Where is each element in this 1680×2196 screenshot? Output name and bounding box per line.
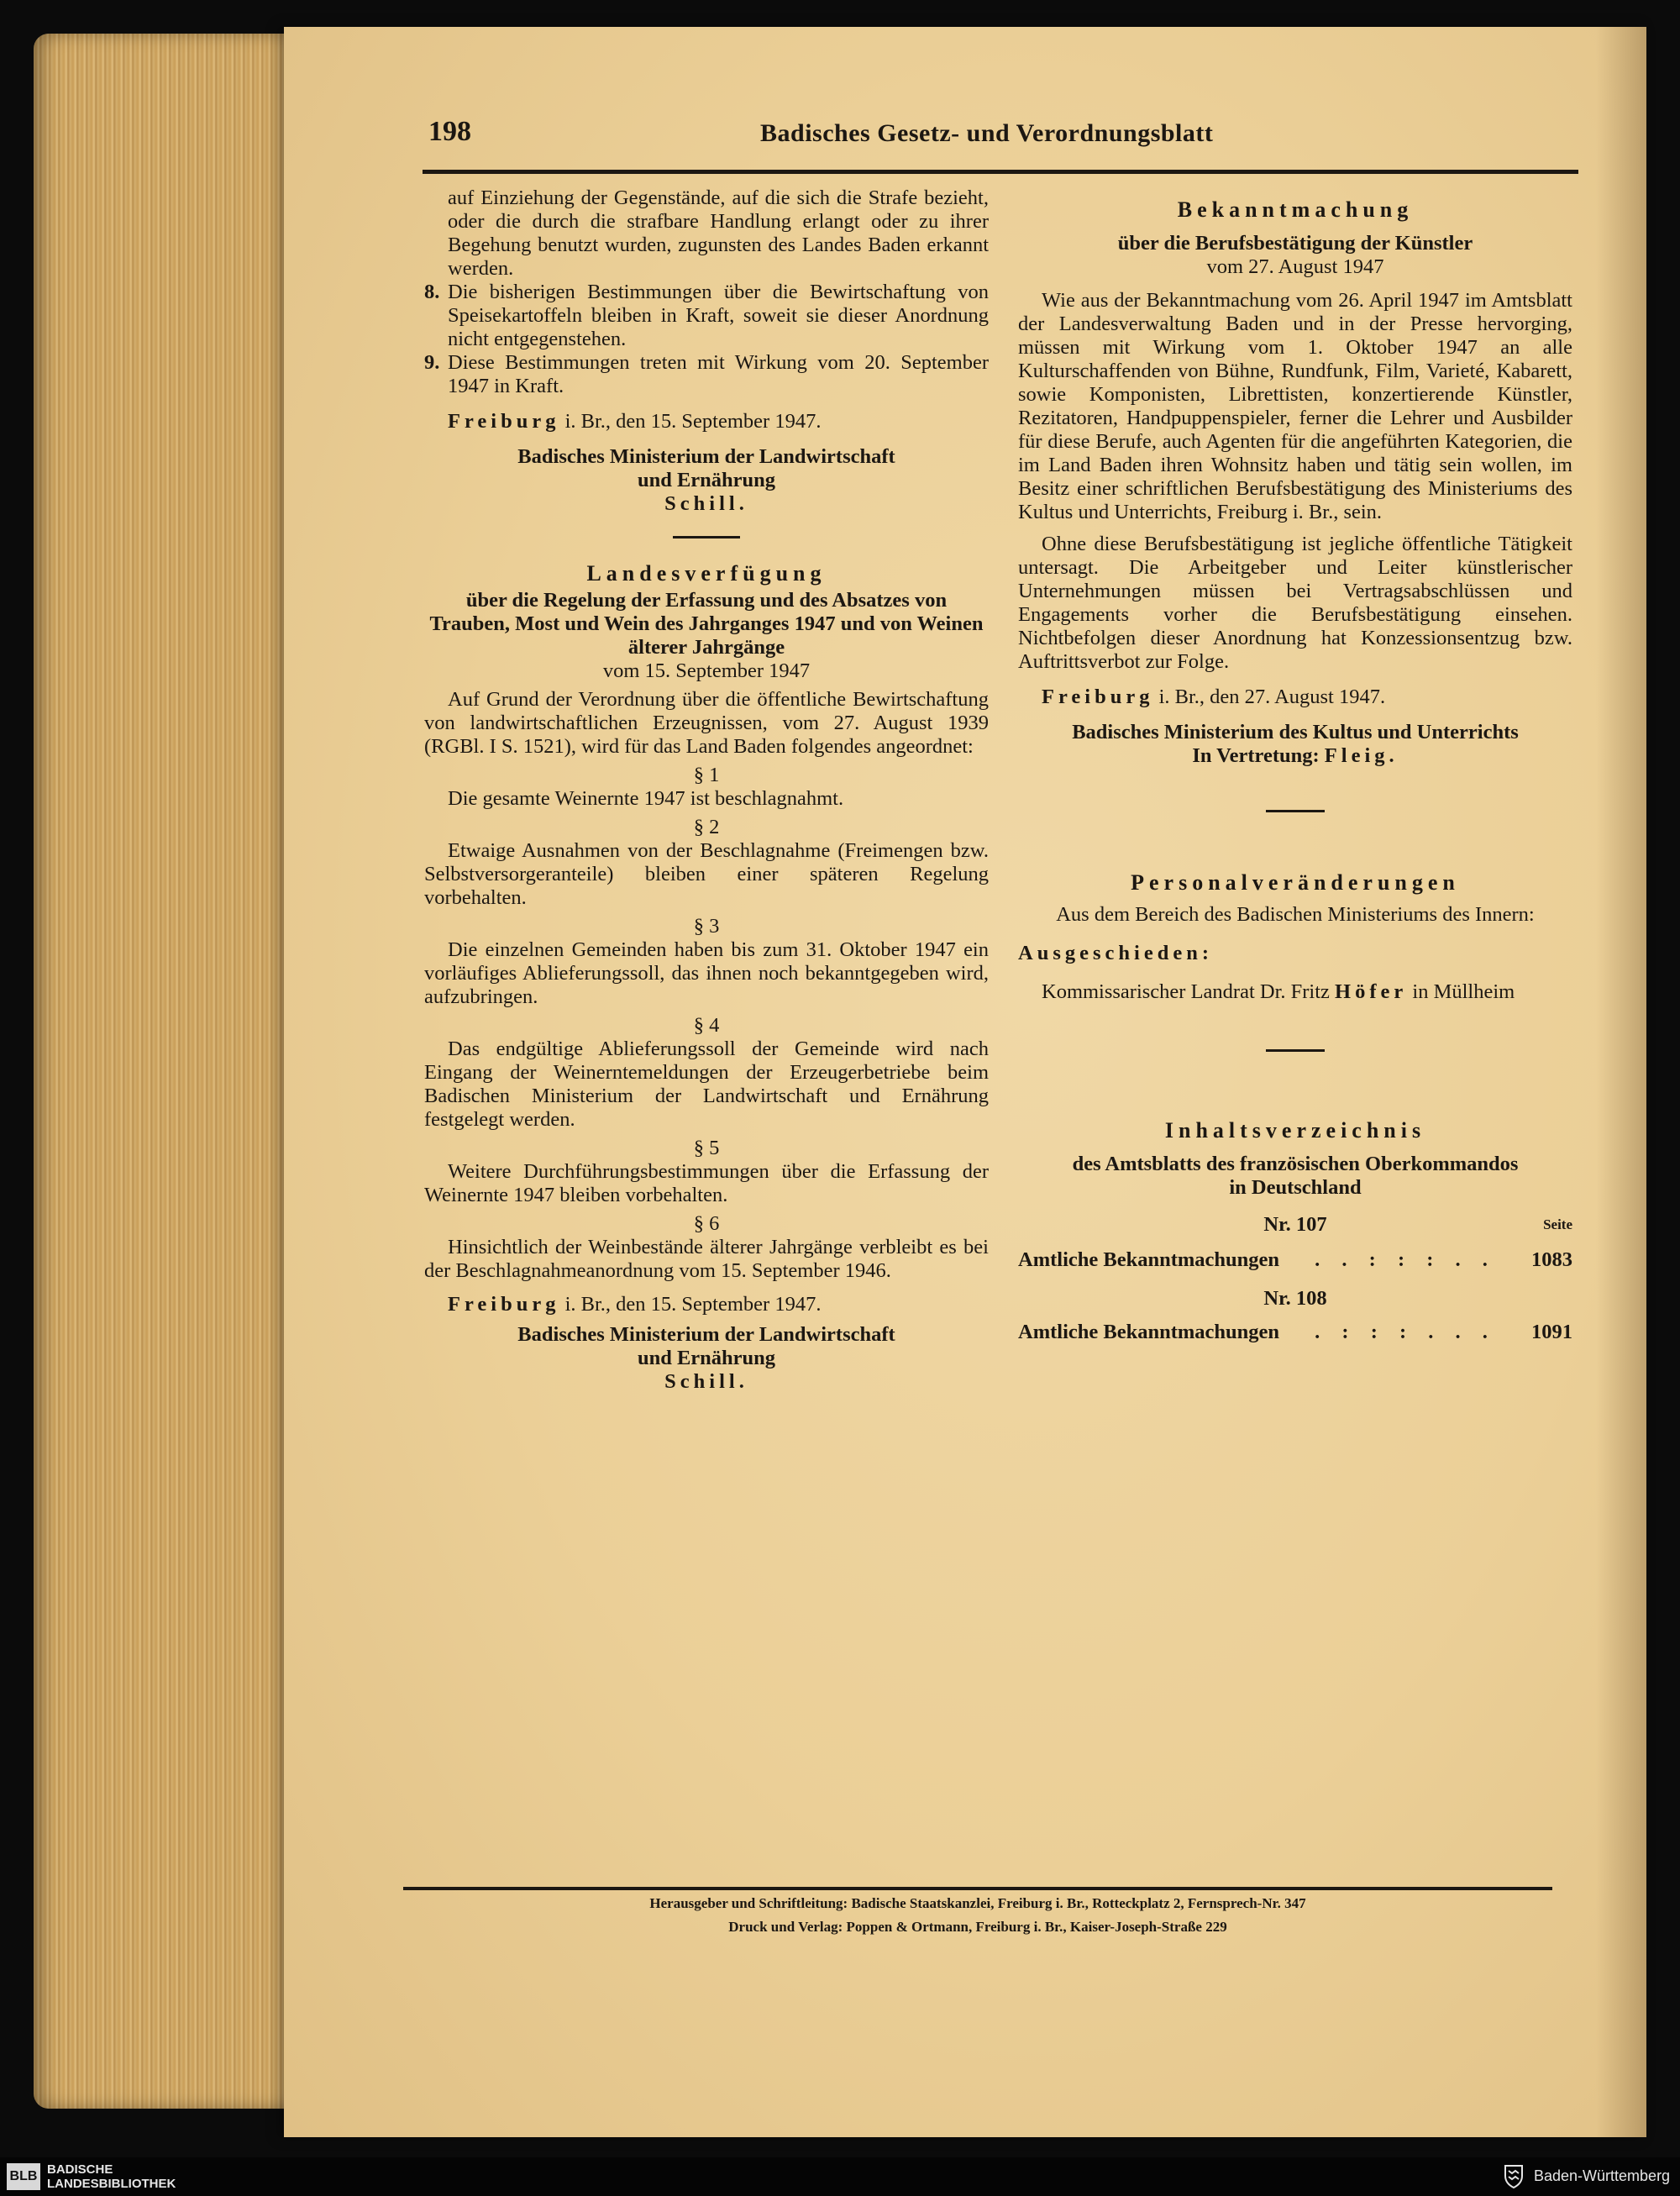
- toc-entry-page: 1083: [1531, 1248, 1572, 1271]
- library-name-line2: LANDESBIBLIOTHEK: [47, 2177, 176, 2191]
- section-subtitle: Aus dem Bereich des Badischen Ministeriums des Innern:: [1056, 903, 1535, 926]
- section-heading: Inhaltsverzeichnis: [1164, 1118, 1426, 1143]
- toc-entry-label: Amtliche Bekanntmachungen: [1018, 1248, 1280, 1271]
- signer-ministry: Badisches Ministerium des Kultus und Unterrichts: [1072, 721, 1519, 743]
- signer-ministry: Badisches Ministerium der Landwirtschaft: [517, 445, 895, 468]
- place-date-rest: i. Br., den 27. August 1947.: [1158, 686, 1386, 708]
- signer-ministry: Badisches Ministerium der Landwirtschaft: [517, 1323, 895, 1346]
- imprint-line-1: Herausgeber und Schriftleitung: Badische Staatskanzlei, Freiburg i. Br., Rotteckplatz 2, Fernsprech-Nr. 347: [649, 1895, 1306, 1911]
- imprint-line-2: Druck und Verlag: Poppen & Ortmann, Freiburg i. Br., Kaiser-Joseph-Straße 229: [728, 1919, 1227, 1935]
- library-name-line1: BADISCHE: [47, 2162, 113, 2177]
- intro-paragraph: Auf Grund der Verordnung über die öffentliche Bewirtschaftung von landwirtschaftlichen Erzeugnissen, vom 27. August 1939 (RGBl. I S. 1521), wird für das Land Baden folgendes angeordnet:: [424, 688, 989, 758]
- list-item-9: [424, 351, 989, 398]
- paragraph-text: Die einzelnen Gemeinden haben bis zum 31. Oktober 1947 ein vorläufiges Ablieferungssoll, das ihnen noch bekanntgegeben wird, aufzubringen.: [424, 938, 989, 1008]
- place-city: Freiburg: [1042, 686, 1154, 708]
- section-date: vom 27. August 1947: [1206, 255, 1384, 278]
- place-date: [424, 1293, 989, 1316]
- section-subtitle: des Amtsblatts des französischen Oberkommandos in Deutschland: [1072, 1153, 1519, 1199]
- signer-deputy-prefix: In Vertretung:: [1192, 744, 1320, 767]
- viewer-bottom-bar: [0, 2157, 1680, 2196]
- section-divider: [673, 536, 740, 538]
- place-date-rest: i. Br., den 15. September 1947.: [564, 410, 822, 433]
- running-title: Badisches Gesetz- und Verordnungsblatt: [760, 119, 1214, 147]
- entry-prefix: Kommissarischer Landrat Dr. Fritz: [1042, 980, 1330, 1003]
- section-date: vom 15. September 1947: [602, 659, 811, 682]
- paragraph-text: Etwaige Ausnahmen von der Beschlagnahme (Freimengen bzw. Selbstversorgeranteile) bleiben einer späteren Regelung vorbehalten.: [424, 839, 989, 909]
- section-subtitle: über die Regelung der Erfassung und des Absatzes von Trauben, Most und Wein des Jahrganges 1947 und von Weinen älterer Jahrgänge: [429, 589, 984, 659]
- paragraph-label: § 1: [693, 764, 720, 786]
- section-subtitle: über die Berufsbestätigung der Künstler: [1117, 232, 1473, 255]
- item-text: Die bisherigen Bestimmungen über die Bewirtschaftung von Speisekartoffeln bleiben in Kraft, soweit sie dieser Anordnung nicht entgegenstehen.: [448, 281, 989, 350]
- toc-entry-page: 1091: [1531, 1321, 1572, 1343]
- coat-of-arms-icon: [1502, 2162, 1525, 2189]
- section-divider: [1266, 810, 1325, 812]
- header-rule: [423, 170, 1578, 174]
- paragraph-label: § 4: [693, 1014, 720, 1037]
- section-heading: Personalveränderungen: [1131, 870, 1460, 895]
- section-heading: Landesverfügung: [586, 561, 827, 586]
- signer-name: Schill.: [664, 492, 748, 515]
- signer-deputy: [1018, 744, 1572, 768]
- item-number: 8.: [424, 281, 440, 303]
- signer-ministry-line2: und Ernährung: [637, 469, 776, 491]
- paragraph-label: § 5: [693, 1137, 720, 1159]
- personnel-entry: [1018, 980, 1572, 1004]
- place-date: [1018, 686, 1572, 709]
- entry-suffix: in Müllheim: [1412, 980, 1515, 1003]
- paragraph-label: § 3: [693, 915, 720, 938]
- continuation-text: auf Einziehung der Gegenstände, auf die sich die Strafe bezieht, oder die durch die strafbare Handlung erlangt oder zu ihrer Begehung benutzt wurden, zugunsten des Landes Baden erkannt werden.: [448, 187, 989, 280]
- blb-logo-icon[interactable]: BLB: [7, 2163, 40, 2190]
- place-city: Freiburg: [448, 1293, 560, 1316]
- section-heading: Bekanntmachung: [1177, 197, 1414, 222]
- book-page-edges: [34, 34, 294, 2109]
- place-date: [424, 410, 989, 433]
- library-name[interactable]: [47, 2162, 176, 2191]
- toc-entry: [1018, 1248, 1572, 1272]
- subsection-heading: Ausgeschieden:: [1018, 942, 1213, 964]
- page-column-label: Seite: [1543, 1216, 1572, 1232]
- entry-name: Höfer: [1335, 980, 1408, 1003]
- item-text: Diese Bestimmungen treten mit Wirkung vom 20. September 1947 in Kraft.: [448, 351, 989, 397]
- list-item-8: [424, 281, 989, 351]
- page-number: 198: [428, 116, 471, 147]
- issue-number: Nr. 107: [1263, 1213, 1327, 1236]
- paragraph-label: § 6: [693, 1212, 720, 1235]
- signer-name: Fleig.: [1324, 744, 1399, 767]
- toc-leader-dots: . : : : . . .: [1315, 1321, 1496, 1343]
- item-number: 9.: [424, 351, 440, 374]
- section-divider: [1266, 1049, 1325, 1052]
- toc-entry-label: Amtliche Bekanntmachungen: [1018, 1321, 1280, 1343]
- right-column: [1018, 198, 1572, 1344]
- partner-name[interactable]: Baden-Württemberg: [1534, 2167, 1671, 2184]
- toc-leader-dots: . . : : : . .: [1315, 1248, 1496, 1271]
- paragraph-text: Hinsichtlich der Weinbestände älterer Jahrgänge verbleibt es bei der Beschlagnahmeanordnung vom 15. September 1946.: [424, 1236, 989, 1282]
- issue-number: Nr. 108: [1263, 1287, 1327, 1310]
- footer-rule: [403, 1887, 1552, 1890]
- paragraph-text: Das endgültige Ablieferungssoll der Gemeinde wird nach Eingang der Weinerntemeldungen der Erzeugerbetriebe beim Badischen Ministerium der Landwirtschaft und Ernährung festgelegt werden.: [424, 1038, 989, 1131]
- left-column: [424, 187, 989, 1394]
- signer-ministry-line2: und Ernährung: [637, 1347, 776, 1369]
- toc-entry: [1018, 1321, 1572, 1344]
- toc-issue-107: [1018, 1213, 1572, 1238]
- place-city: Freiburg: [448, 410, 560, 433]
- body-paragraph: Wie aus der Bekanntmachung vom 26. April 1947 im Amtsblatt der Landesverwaltung Baden und in der Presse hervorging, müssen mit Wirkung vom 1. Oktober 1947 an alle Kulturschaffenden von Bühne, Rundfunk, Film, Varieté, Kabarett, sowie Komponisten, Librettisten, konzertierende Künstler, Rezitatoren, Handpuppenspieler, ferner die Lehrer und Ausbilder für diese Berufe, auch Agenten für die angeführten Kategorien, die im Land Baden ihren Wohnsitz haben und tätig sein wollen, im Besitz einer schriftlichen Berufsbestätigung des Ministeriums des Kultus und Unterrichts, Freiburg i. Br., sein.: [1018, 289, 1572, 523]
- paragraph-label: § 2: [693, 816, 720, 838]
- place-date-rest: i. Br., den 15. September 1947.: [564, 1293, 822, 1316]
- signer-name: Schill.: [664, 1370, 748, 1393]
- paragraph-text: Die gesamte Weinernte 1947 ist beschlagnahmt.: [448, 787, 844, 810]
- body-paragraph: Ohne diese Berufsbestätigung ist jegliche öffentliche Tätigkeit untersagt. Die Arbeitgeber und Leiter künstlerischer Unternehmungen müssen bei Vertragsabschlüssen und Engagements vorher die Berufsbestätigung einsehen. Nichtbefolgen dieser Anordnung hat Konzessionsentzug bzw. Auftrittsverbot zur Folge.: [1018, 533, 1572, 673]
- paragraph-text: Weitere Durchführungsbestimmungen über die Erfassung der Weinernte 1947 bleiben vorbehalten.: [424, 1160, 989, 1206]
